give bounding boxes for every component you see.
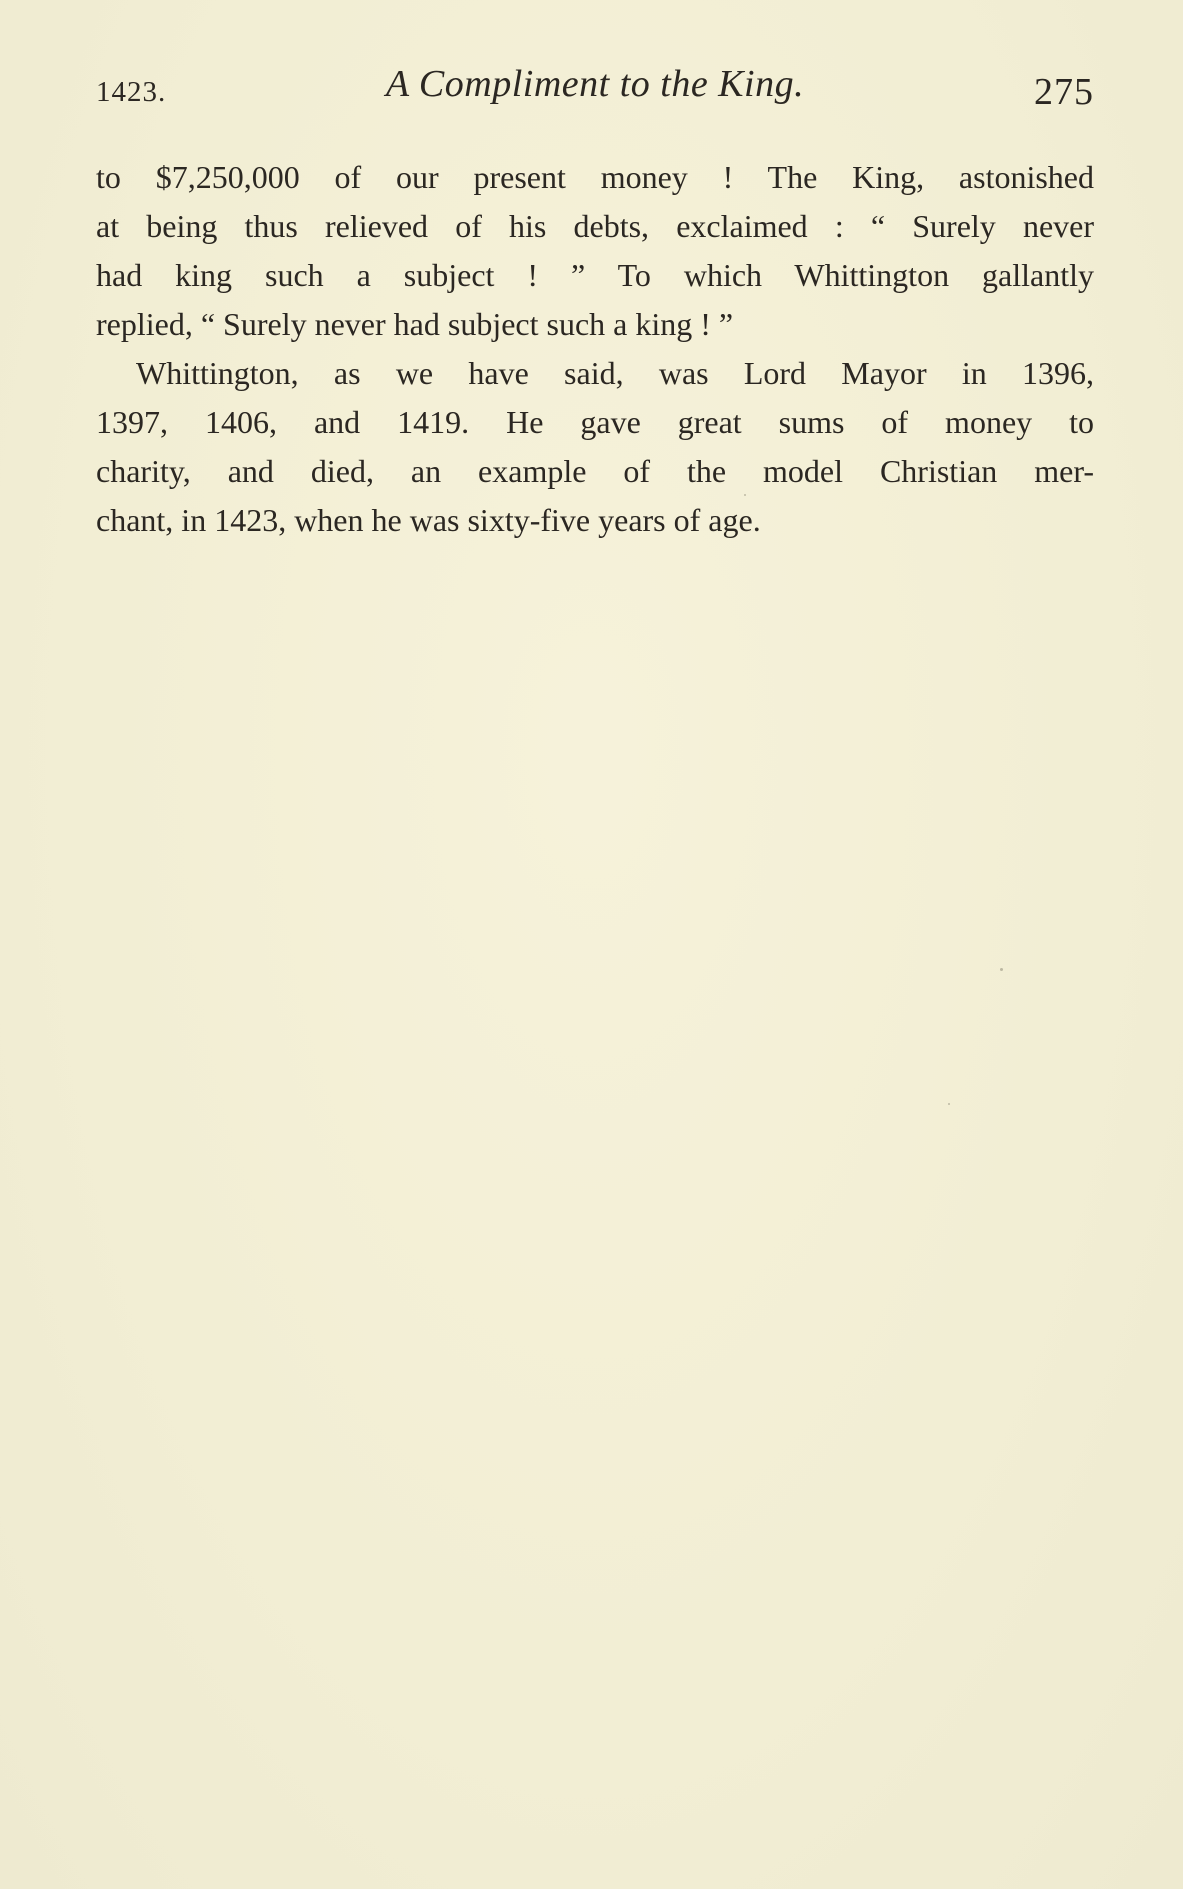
page-number: 275 — [1034, 71, 1094, 113]
text-line: Whittington, as we have said, was Lord Mayor in 1396, — [136, 355, 1094, 391]
paper-speck — [948, 1103, 950, 1105]
running-head — [96, 62, 1094, 122]
running-head-year: 1423. — [96, 76, 167, 108]
text-line: at being thus relieved of his debts, exclaimed : “ Surely never — [96, 208, 1094, 244]
text-line: 1397, 1406, and 1419. He gave great sums of money to — [96, 404, 1094, 440]
text-line: chant, in 1423, when he was sixty-five years of age. — [96, 502, 761, 538]
text-line: had king such a subject ! ” To which Whittington gallantly — [96, 257, 1094, 293]
text-line: charity, and died, an example of the model Christian mer- — [96, 453, 1094, 489]
text-line: to $7,250,000 of our present money ! The King, astonished — [96, 159, 1094, 195]
paper-speck — [744, 494, 746, 496]
body-text — [96, 153, 1094, 545]
paragraph-2 — [96, 349, 1094, 545]
paper-speck — [1000, 968, 1003, 971]
paragraph-1 — [96, 153, 1094, 349]
running-head-title: A Compliment to the King. — [385, 63, 805, 105]
text-line: replied, “ Surely never had subject such a king ! ” — [96, 306, 734, 342]
